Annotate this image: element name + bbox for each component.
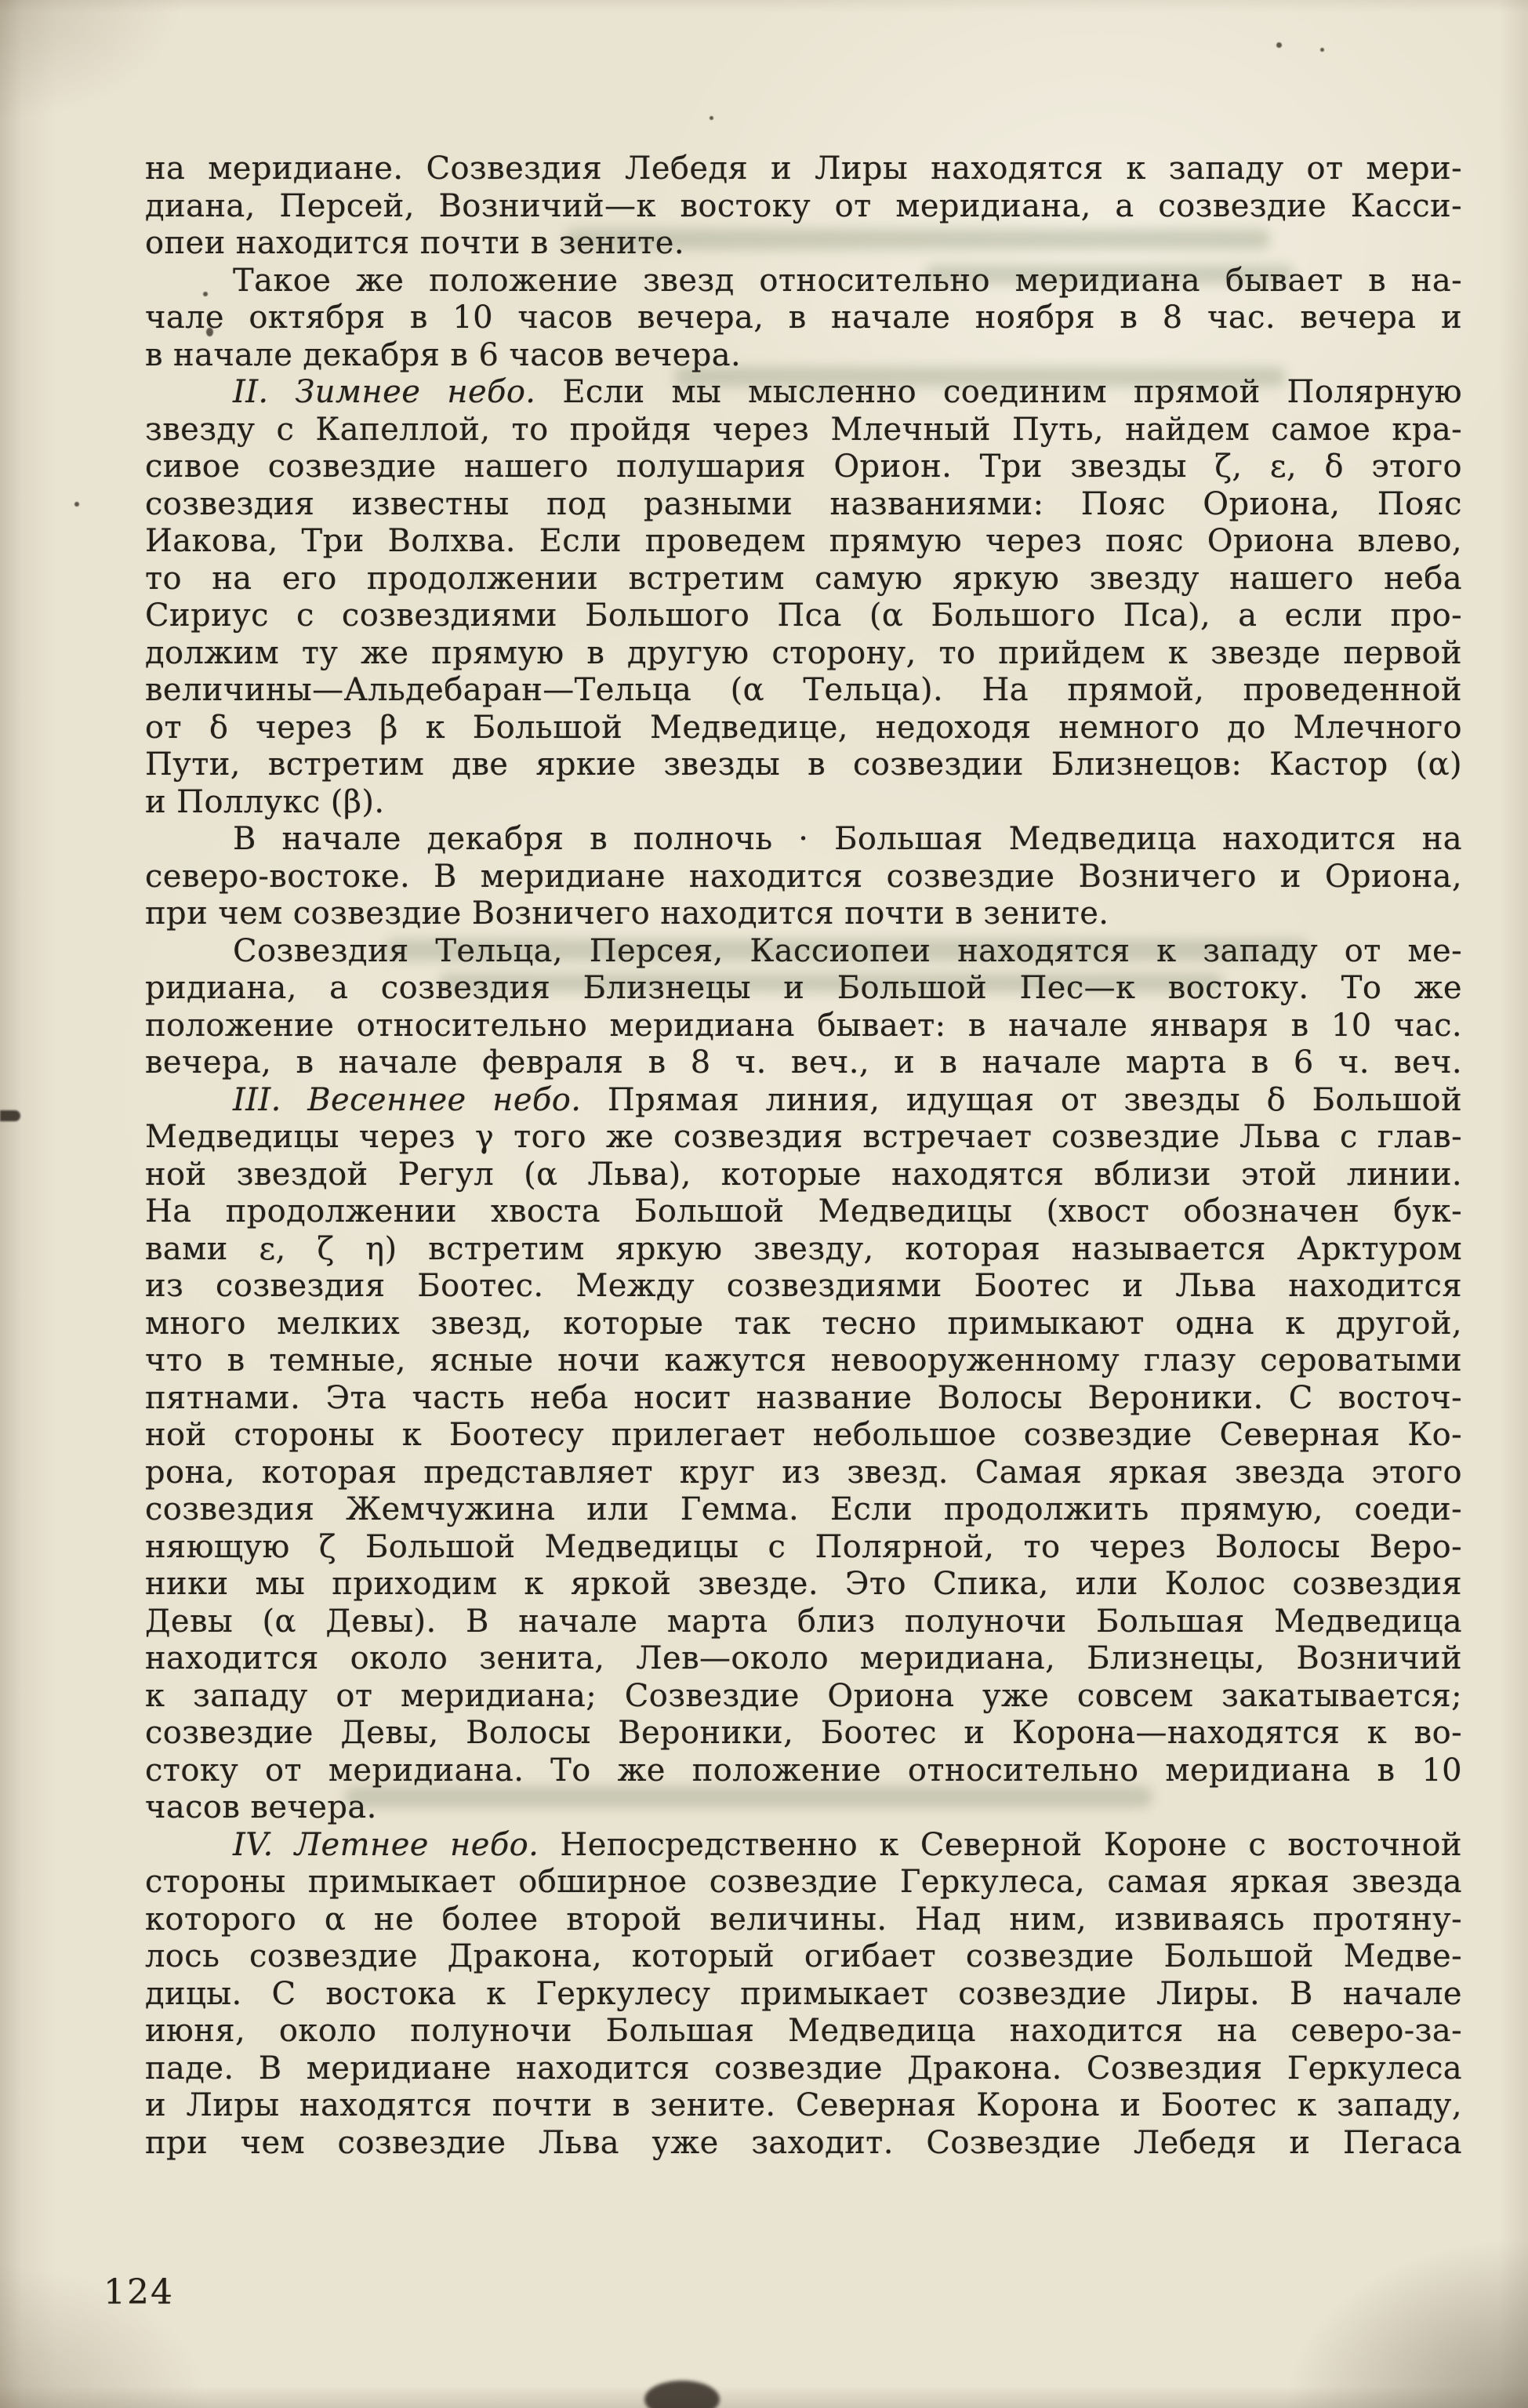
paper-speck	[1320, 48, 1324, 52]
section-heading: IV. Летнее небо.	[233, 1826, 539, 1863]
text-line: северо-востоке. В меридиане находится созвездие Возничего и Ориона,	[145, 858, 1462, 895]
text-line: ридиана, а созвездия Близнецы и Большой Пес—к востоку. То же	[145, 970, 1462, 1006]
text-line: Девы (α Девы). В начале марта близ полуночи Большая Медведица	[145, 1603, 1462, 1640]
text-line: звезду с Капеллой, то пройдя через Млечный Путь, найдем самое кра-	[145, 411, 1462, 448]
text-line-rest: Прямая линия, идущая от звезды δ Большой	[607, 1081, 1462, 1118]
text-line: Такое же положение звезд относительно меридиана бывает в на-	[233, 262, 1462, 299]
text-line-rest: Непосредственно к Северной Короне с восточной	[560, 1826, 1462, 1863]
text-line: от δ через β к Большой Медведице, недоходя немного до Млечного	[145, 709, 1462, 746]
text-line: Пути, встретим две яркие звезды в созвездии Близнецов: Кастор (α)	[145, 746, 1462, 783]
text-line: На продолжении хвоста Большой Медведицы (хвост обозначен бук-	[145, 1193, 1462, 1229]
text-line-rest: Если мы мысленно соединим прямой Полярную	[562, 374, 1462, 410]
ink-blotch	[644, 2381, 720, 2408]
page-number: 124	[103, 2272, 174, 2312]
text-block	[145, 151, 1462, 2162]
text-line: созвездие Девы, Волосы Вероники, Боотес и Корона—находятся к во-	[145, 1715, 1462, 1751]
text-line: то на его продолжении встретим самую яркую звезду нашего неба	[145, 560, 1462, 597]
text-line: на меридиане. Созвездия Лебедя и Лиры находятся к западу от мери-	[145, 151, 1462, 187]
text-line: чале октября в 10 часов вечера, в начале ноября в 8 час. вечера и	[145, 300, 1462, 336]
text-line: лось созвездие Дракона, который огибает созвездие Большой Медве-	[145, 1938, 1462, 1974]
section-heading: III. Весеннее небо.	[233, 1081, 582, 1118]
text-line: положение относительно меридиана бывает: в начале января в 10 час.	[145, 1007, 1462, 1044]
text-line: Сириус с созвездиями Большого Пса (α Большого Пса), а если про-	[145, 597, 1462, 634]
text-line: ной стороны к Боотесу прилегает небольшое созвездие Северная Ко-	[145, 1417, 1462, 1453]
text-line: дицы. С востока к Геркулесу примыкает созвездие Лиры. В начале	[145, 1975, 1462, 2012]
paper-speck	[74, 502, 79, 507]
text-line	[145, 1827, 1462, 1865]
text-line: ники мы приходим к яркой звезде. Это Спика, или Колос созвездия	[145, 1566, 1462, 1602]
section-heading: II. Зимнее небо.	[233, 374, 536, 410]
text-line: июня, около полуночи Большая Медведица находится на северо-за-	[145, 2013, 1462, 2049]
text-line: при чем созвездие Льва уже заходит. Созвездие Лебедя и Пегаса	[145, 2124, 1462, 2161]
text-line: ной звездой Регул (α Льва), которые находятся вблизи этой линии.	[145, 1156, 1462, 1193]
text-line: Иакова, Три Волхва. Если проведем прямую через пояс Ориона влево,	[145, 523, 1462, 559]
text-line: опеи находится почти в зените.	[145, 225, 684, 261]
text-line: Медведицы через γ того же созвездия встречает созвездие Льва с глав-	[145, 1119, 1462, 1155]
text-line: при чем созвездие Возничего находится почти в зените.	[145, 895, 1109, 932]
text-line: к западу от меридиана; Созвездие Ориона уже совсем закатывается;	[145, 1677, 1462, 1714]
text-line: сивое созвездие нашего полушария Орион. Три звезды ζ, ε, δ этого	[145, 449, 1462, 485]
text-line: вечера, в начале февраля в 8 ч. веч., и в начале марта в 6 ч. веч.	[145, 1044, 1462, 1081]
paper-speck	[1276, 42, 1282, 48]
text-line: стоку от меридиана. То же положение относительно меридиана в 10	[145, 1752, 1462, 1789]
paper-speck	[0, 1110, 20, 1121]
text-line: вами ε, ζ η) встретим яркую звезду, которая называется Арктуром	[145, 1230, 1462, 1267]
text-line: созвездия Жемчужина или Гемма. Если продолжить прямую, соеди-	[145, 1491, 1462, 1527]
text-line: Созвездия Тельца, Персея, Кассиопеи находятся к западу от ме-	[233, 932, 1462, 969]
text-line: созвездия известны под разными названиями: Пояс Ориона, Пояс	[145, 485, 1462, 522]
text-line: из созвездия Боотес. Между созвездиями Боотес и Льва находится	[145, 1268, 1462, 1304]
text-line: и Лиры находятся почти в зените. Северная Корона и Боотес к западу,	[145, 2087, 1462, 2123]
text-line	[145, 374, 1462, 412]
text-line: величины—Альдебаран—Тельца (α Тельца). На прямой, проведенной	[145, 672, 1462, 708]
text-line: и Поллукс (β).	[145, 783, 385, 820]
text-line: В начале декабря в полночь · Большая Медведица находится на	[233, 821, 1462, 857]
text-line: находится около зенита, Лев—около меридиана, Близнецы, Возничий	[145, 1640, 1462, 1676]
text-line: должим ту же прямую в другую сторону, то прийдем к звезде первой	[145, 634, 1462, 671]
text-line: паде. В меридиане находится созвездие Дракона. Созвездия Геркулеса	[145, 2050, 1462, 2087]
text-line: пятнами. Эта часть неба носит название Волосы Вероники. С восточ-	[145, 1379, 1462, 1416]
text-line: которого α не более второй величины. Над ним, извиваясь протяну-	[145, 1901, 1462, 1938]
text-line: рона, которая представляет круг из звезд. Самая яркая звезда этого	[145, 1454, 1462, 1491]
text-line: диана, Персей, Возничий—к востоку от меридиана, а созвездие Касси-	[145, 187, 1462, 224]
text-line: в начале декабря в 6 часов вечера.	[145, 336, 742, 373]
text-line: много мелких звезд, которые так тесно примыкают одна к другой,	[145, 1305, 1462, 1342]
text-line: стороны примыкает обширное созвездие Геркулеса, самая яркая звезда	[145, 1864, 1462, 1900]
text-line: что в темные, ясные ночи кажутся невооруженному глазу сероватыми	[145, 1342, 1462, 1378]
text-line: няющую ζ Большой Медведицы с Полярной, то через Волосы Веро-	[145, 1528, 1462, 1565]
paper-speck	[710, 116, 713, 120]
text-line	[145, 1082, 1462, 1120]
text-line: часов вечера.	[145, 1789, 377, 1825]
